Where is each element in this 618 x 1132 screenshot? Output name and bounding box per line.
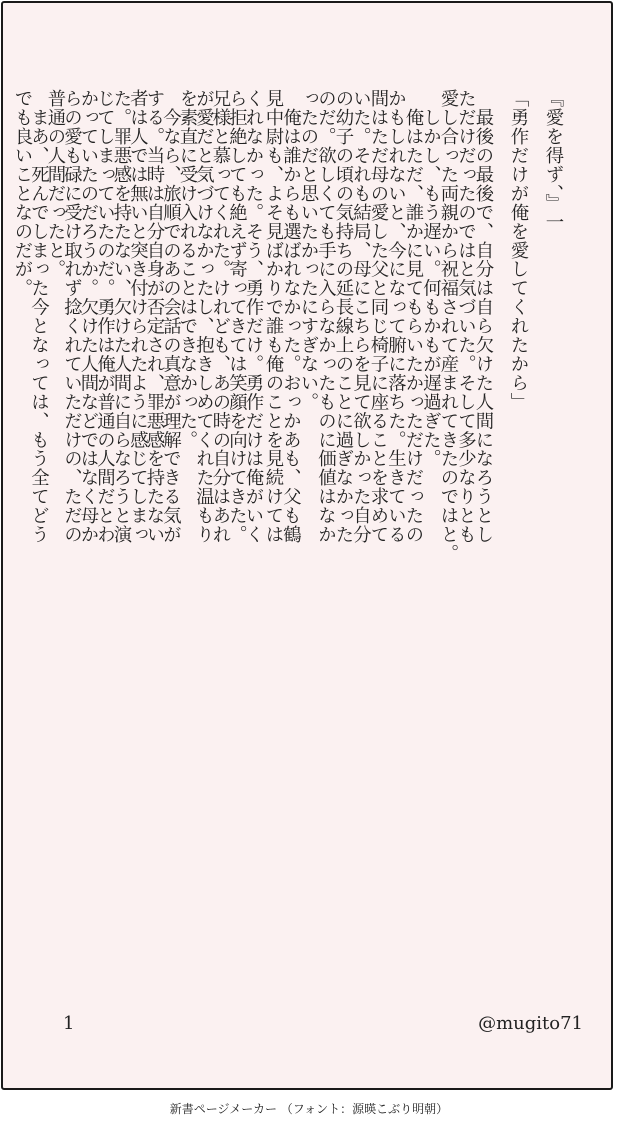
text-column: いた。それも結局、母にこちらを見て欲しかった自分 — [350, 89, 372, 544]
text-column: 最後の最後で、自分は自ら欠けた人間になろうとし — [473, 89, 494, 544]
text-column: する。当時は自分自身が否定され、罪悪感を持たない — [144, 89, 165, 544]
text-column — [0, 89, 1, 989]
text-column: 『愛を得ず、』一 — [543, 89, 564, 232]
text-column: 俺は誰からも選ばれなかった。おっかあも、父も鶴 — [280, 89, 302, 544]
text-column: を素直に受け入れることはできなかった。 — [177, 89, 198, 450]
text-column: かっていたのだろうか。欠けた人間などではなく母か — [78, 89, 99, 544]
text-column: た。罪悪感を持たない、欠けた人間に自らなろうと演 — [111, 89, 132, 544]
text-column: 兄様と慕ってくれた。けれども、あの時の自分はあれ — [210, 89, 231, 544]
text-column: ら拒絶しても絶えず寄ってきては笑顔を向けてきた。 — [226, 89, 248, 544]
text-column: でも良いことなのだが。 — [12, 89, 33, 298]
text-column: 者は人では無いと突き付けられたように感じてしまっ — [127, 89, 149, 544]
text-column: かもしれないと、今になって腑に落ちた。生きている — [385, 89, 407, 544]
text-column: くれなかった。そう、勇作だけ。勇作だけは俺がいく — [243, 89, 264, 544]
text-column: 普通の人間だったと。 — [45, 89, 66, 279]
text-column: じてしまっていたのだ。勇作は俺が普通の人間だとわ — [94, 89, 116, 544]
text-column: まあ、死んでしまった今となっては、もう全てどう — [28, 89, 50, 544]
text-column: 愛し合った両親から祝福されて産まれてきたのではと。 — [438, 89, 459, 563]
text-column: が愛だと気づけなかったし、抱きしめてくれた温もり — [193, 89, 215, 544]
text-column: 間はただ母の愛した父と同じ椅子に座ることを求めて — [368, 89, 389, 544]
text-column: 「勇作だけが俺を愛してくれたから」 — [508, 89, 529, 412]
text-column: しかし、もう遅い。何もかもが遅過ぎた。 — [420, 89, 442, 468]
text-column: らの愛も碌に受け取れず捻くれていただけの、ただの — [61, 89, 83, 544]
text-column: ったのだと思いたかったにすぎない。 — [298, 89, 319, 412]
footer-credit: 新書ページメーカー （フォント：源暎こぶり明朝） — [169, 1102, 449, 1116]
novel-page — [1, 1, 613, 1090]
text-column: 俺はただ、誰かに見てもらいたかっただけだったの — [403, 89, 424, 544]
text-column: 見中尉も、よそ見ばかりで誰も俺のことを見続けては — [263, 89, 284, 544]
text-column: 今なら、旅順でのあの会話の真意が理解できる気が — [160, 89, 182, 544]
text-column: のだ。欲しくても手に入らなかったものに価値はなか — [315, 89, 337, 544]
page-number: 1 — [63, 1013, 75, 1034]
text-column: ただけだったのではと気づいた。そして多少なりとも — [455, 89, 477, 544]
text-column: の幼子の頃の気持ちの延長線上のことに過ぎなかった — [333, 89, 354, 544]
author-handle: @mugito71 — [478, 1013, 583, 1034]
